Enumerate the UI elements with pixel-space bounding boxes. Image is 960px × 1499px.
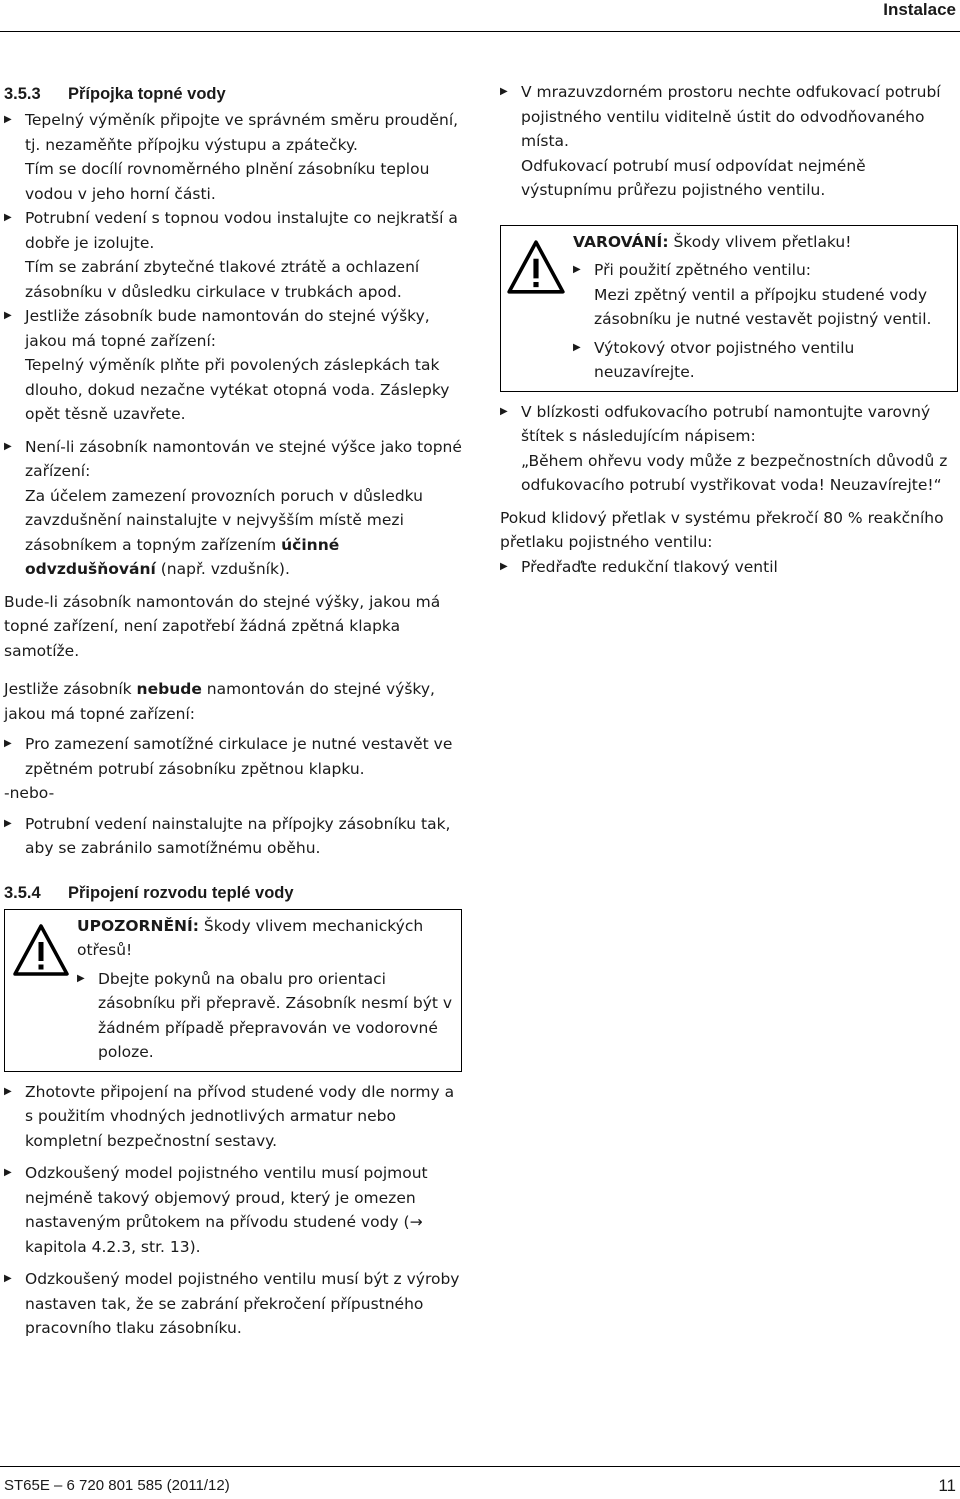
bullet-triangle-icon: ▶ [500,405,508,417]
instruction-note [25,484,466,582]
instruction-text: Při použití zpětného ventilu: [594,261,812,279]
instruction-text: Výtokový otvor pojistného ventilu neuzavírejte. [594,338,855,381]
instruction-text: Potrubní vedení nainstalujte na přípojky zásobníku tak, aby se zabránilo samotížnému oběhu. [25,814,451,857]
instruction-text: Není-li zásobník namontován ve stejné výšce jako topné zařízení: [25,437,462,480]
list-item [500,80,960,203]
paragraph: Pokud klidový přetlak v systému překročí 80 % reakčního přetlaku pojistného ventilu: [500,508,944,551]
footer-doc-code: ST65E – 6 720 801 585 (2011/12) [4,1477,230,1494]
instruction-note: „Během ohřevu vody může z bezpečnostních důvodů z odfukovacího potrubí vystřikovat voda! Neuzavírejte!“ [521,451,948,494]
bullet-triangle-icon: ▶ [4,738,12,749]
instruction-note: Tepelný výměník plňte při povolených záslepkách tak dlouho, dokud nezačne vytékat otopná voda. Záslepky opět těsně uzavřete. [25,356,450,423]
list-item [4,1267,466,1341]
instruction-text: V mrazuvzdorném prostoru nechte odfukovací potrubí pojistného ventilu viditelně ústit do odvodňovaného místa. [521,83,941,150]
header-rule [0,31,960,32]
instruction-text: Zhotovte připojení na přívod studené vody dle normy a s použitím vhodných jednotlivých armatur nebo kompletní bezpečnostní sestavy. [25,1082,455,1150]
bullet-triangle-icon: ▶ [4,310,12,321]
list-item [4,206,466,304]
bullet-triangle-icon: ▶ [4,817,12,829]
left-column [4,80,466,1341]
paragraph-emphasis: nebude [136,680,202,698]
warning-label: VAROVÁNÍ: [573,232,669,251]
instruction-text: Pro zamezení samotížné cirkulace je nutné vestavět ve zpětném potrubí zásobníku zpětnou klapku. [25,735,453,778]
bullet-triangle-icon: ▶ [573,264,581,275]
caution-label: UPOZORNĚNÍ: [77,916,199,935]
warning-title-text: Škody vlivem přetlaku! [668,232,852,251]
instruction-text: Odzkoušený model pojistného ventilu musí být z výroby nastaven tak, že se zabrání překročení přípustného pracovního tlaku zásobníku. [25,1270,460,1337]
note-text: (např. vzdušník). [155,560,290,578]
footer-rule [0,1466,960,1467]
right-column [500,80,960,579]
bullet-triangle-icon: ▶ [4,1273,12,1284]
paragraph-text: namontován do stejné výšky, jakou má topné zařízení: [4,680,435,723]
paragraph-text: Jestliže zásobník [4,680,137,698]
instruction-text: Potrubní vedení s topnou vodou instalujte co nejkratší a dobře je izolujte. [25,209,458,252]
warning-triangle-icon [5,910,77,1071]
instruction-note: Tím se zabrání zbytečné tlakové ztrátě a ochlazení zásobníku v důsledku cirkulace v trubkách apod. [25,258,420,301]
caution-title [77,914,455,963]
bullet-triangle-icon: ▶ [4,1085,12,1097]
list-item [4,108,466,206]
instruction-note: Mezi zpětný ventil a přípojku studené vody zásobníku je nutné vestavět pojistný ventil. [594,285,932,328]
bullet-triangle-icon: ▶ [4,212,12,223]
list-item [500,555,960,580]
section-heading [4,80,466,108]
bullet-triangle-icon: ▶ [500,86,508,97]
section-number: 3.5.3 [4,85,41,103]
bullet-triangle-icon: ▶ [500,560,508,572]
alternative-separator: -nebo- [4,784,55,802]
paragraph [4,677,466,726]
instruction-text: Tepelný výměník připojte ve správném směru proudění, tj. nezaměňte přípojku výstupu a zpátečky. [25,111,459,154]
instruction-text: V blízkosti odfukovacího potrubí namontujte varovný štítek s následujícím nápisem: [521,402,931,445]
section-title: Přípojka topné vody [68,85,226,103]
instruction-note: Tím se docílí rovnoměrného plnění zásobníku teplou vodou v jeho horní části. [25,160,430,203]
list-item [4,732,466,781]
list-item [4,435,466,582]
warning-box [500,225,958,392]
list-item [77,967,455,1065]
list-item [500,400,960,498]
instruction-text: Jestliže zásobník bude namontován do stejné výšky, jakou má topné zařízení: [25,307,430,350]
instruction-text: Předřaďte redukční tlakový ventil [521,557,778,576]
instruction-text: Odzkoušený model pojistného ventilu musí pojmout nejméně takový objemový proud, který je omezen nastaveným průtokem na přívodu studené vody (→ kapitola 4.2.3, str. 13). [25,1164,428,1256]
list-item [4,1161,466,1259]
warning-triangle-icon [501,226,573,391]
bullet-triangle-icon: ▶ [77,972,85,984]
bullet-triangle-icon: ▶ [573,341,581,353]
bullet-triangle-icon: ▶ [4,1167,12,1178]
caution-box [4,909,462,1072]
caution-title-text: Škody vlivem mechanických otřesů! [77,916,424,959]
note-emphasis: účinné odvzdušňování [25,535,340,578]
instruction-text: Dbejte pokynů na obalu pro orientaci zásobníku při přepravě. Zásobník nesmí být v žádném případě přepravován ve vodorovné poloze. [98,969,453,1061]
list-item [4,304,466,427]
warning-title [573,230,951,255]
page-number: 11 [938,1476,956,1495]
note-text: Za účelem zamezení provozních poruch v důsledku zavzdušnění nainstalujte v nejvyšším místě mezi zásobníkem a topným zařízením [25,486,423,554]
section-number: 3.5.4 [4,883,41,902]
bullet-triangle-icon: ▶ [4,114,12,125]
list-item [573,336,951,385]
list-item [4,1080,466,1154]
page-header-title: Instalace [883,0,956,19]
section-title: Připojení rozvodu teplé vody [68,883,294,902]
instruction-note: Odfukovací potrubí musí odpovídat nejméně výstupnímu průřezu pojistného ventilu. [521,156,866,199]
bullet-triangle-icon: ▶ [4,440,12,452]
list-item [573,258,951,332]
list-item [4,812,466,861]
paragraph: Bude-li zásobník namontován do stejné výšky, jakou má topné zařízení, není zapotřebí žádná zpětná klapka samotíže. [4,592,441,660]
section-heading [4,879,466,907]
